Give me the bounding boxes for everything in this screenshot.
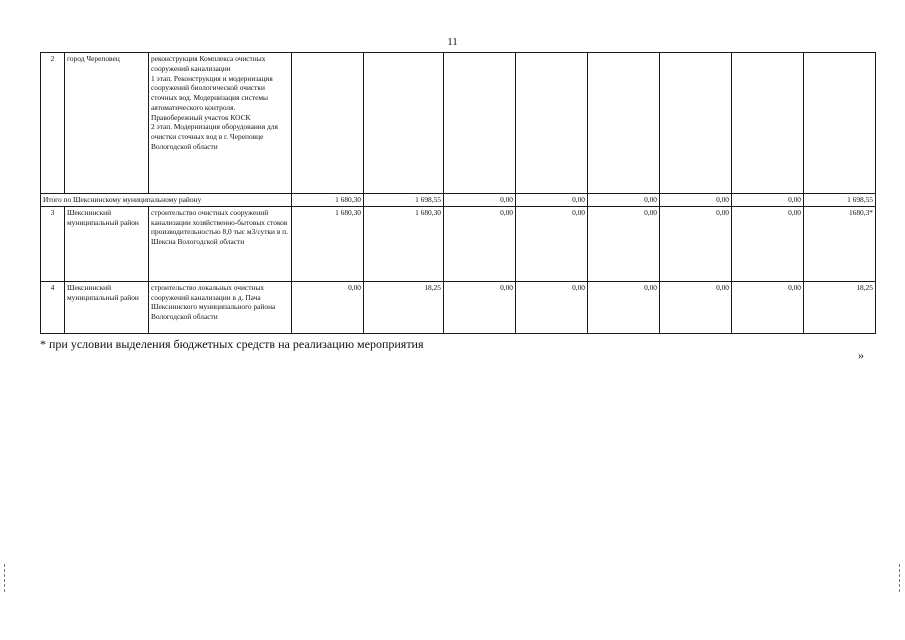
row-number: 2 xyxy=(41,53,65,194)
value-cell: 1680,3* xyxy=(804,206,876,281)
value-cell: 0,00 xyxy=(660,281,732,333)
project-description: реконструкция Комплекса очистных сооружений канализации 1 этап. Реконструкция и модернизация сооружений биологической очистки сточных вод. Модернизация системы автоматического контроля. Правобережный участок КОСК 2 этап. Модернизация оборудования для очистки сточных вод в г. Череповце Вологодской области xyxy=(149,53,292,194)
row-number: 3 xyxy=(41,206,65,281)
value-cell xyxy=(660,53,732,194)
value-cell: 0,00 xyxy=(516,194,588,207)
table-row xyxy=(41,281,876,333)
value-cell: 0,00 xyxy=(444,281,516,333)
value-cell: 0,00 xyxy=(732,194,804,207)
project-description: строительство локальных очистных сооружений канализации в д. Пача Шекснинского муниципального района Вологодской области xyxy=(149,281,292,333)
value-cell xyxy=(364,53,444,194)
district-name: Шекснинский муниципальный район xyxy=(65,206,149,281)
value-cell: 0,00 xyxy=(660,206,732,281)
value-cell: 0,00 xyxy=(588,194,660,207)
value-cell: 1 680,30 xyxy=(364,206,444,281)
table-row xyxy=(41,206,876,281)
value-cell: 0,00 xyxy=(292,281,364,333)
value-cell: 0,00 xyxy=(732,206,804,281)
value-cell: 18,25 xyxy=(364,281,444,333)
value-cell xyxy=(444,53,516,194)
footnote: * при условии выделения бюджетных средств на реализацию мероприятия xyxy=(40,337,424,351)
value-cell xyxy=(732,53,804,194)
closing-quote: » xyxy=(858,348,864,362)
table-row xyxy=(41,53,876,194)
scan-edge-mark-right xyxy=(899,564,901,592)
row-number: 4 xyxy=(41,281,65,333)
value-cell xyxy=(516,53,588,194)
value-cell: 0,00 xyxy=(588,281,660,333)
value-cell: 1 680,30 xyxy=(292,194,364,207)
value-cell xyxy=(804,53,876,194)
value-cell: 0,00 xyxy=(588,206,660,281)
value-cell: 0,00 xyxy=(516,206,588,281)
value-cell: 18,25 xyxy=(804,281,876,333)
value-cell: 0,00 xyxy=(660,194,732,207)
value-cell xyxy=(588,53,660,194)
district-name: город Череповец xyxy=(65,53,149,194)
total-label: Итого по Шекснинскому муниципальному району xyxy=(41,194,292,207)
project-description: строительство очистных сооружений канализации хозяйственно-бытовых стоков производительностью 8,0 тыс м3/сутки в п. Шексна Вологодской области xyxy=(149,206,292,281)
value-cell xyxy=(292,53,364,194)
page-number: 11 xyxy=(447,36,458,48)
value-cell: 0,00 xyxy=(444,194,516,207)
district-name: Шекснинский муниципальный район xyxy=(65,281,149,333)
budget-table xyxy=(40,52,876,334)
value-cell: 0,00 xyxy=(444,206,516,281)
value-cell: 1 680,30 xyxy=(292,206,364,281)
scan-edge-mark-left xyxy=(4,564,6,592)
value-cell: 0,00 xyxy=(732,281,804,333)
value-cell: 1 698,55 xyxy=(364,194,444,207)
value-cell: 1 698,55 xyxy=(804,194,876,207)
value-cell: 0,00 xyxy=(516,281,588,333)
total-row xyxy=(41,194,876,207)
